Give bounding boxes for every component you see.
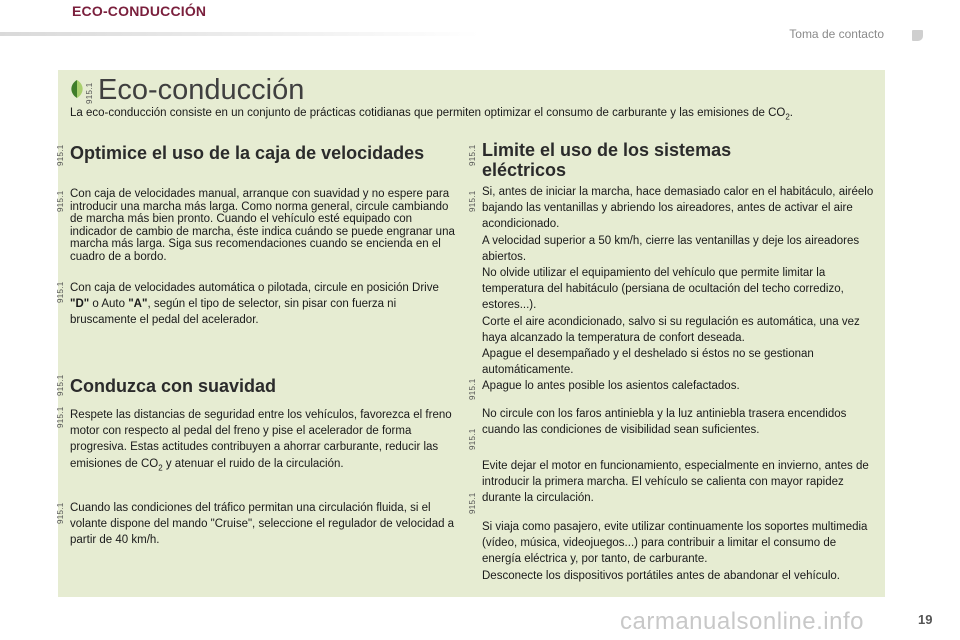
ref-code: 915.1 bbox=[468, 144, 477, 166]
header-rule bbox=[0, 32, 480, 36]
watermark: carmanualsonline.info bbox=[620, 608, 864, 635]
corner-tab bbox=[912, 30, 923, 41]
multimedia-text: Si viaja como pasajero, evite utilizar continuamente los soportes multimedia (vídeo, música, videojuegos...) para contribuir a limitar el consumo de energía eléctrica y, por tanto, de carburante. Desconecte los dispositivos portátiles antes de abandonar el vehículo. bbox=[482, 521, 868, 582]
ref-code: 915.1 bbox=[468, 428, 477, 450]
ref-code: 915.1 bbox=[468, 492, 477, 514]
ref-code: 915.1 bbox=[468, 378, 477, 400]
gearbox-auto-text: Con caja de velocidades automática o pilotada, circule en posición Drive "D" o Auto "A", según el tipo de selector, sin pisar con fuerza ni bruscamente el pedal del acelerador. bbox=[70, 282, 439, 327]
heading-electrical: Limite el uso de los sistemas eléctricos bbox=[482, 140, 732, 180]
smooth-driving-text: Respete las distancias de seguridad entre los vehículos, favorezca el freno motor con respecto al pedal del freno y pise el acelerador de forma progresiva. Estas actitudes contribuyen a ahorrar carburante, reducir las emisiones de $CO_2$ y atenuar el ruido de la circulación. bbox=[70, 409, 452, 472]
ref-code: 915.1 bbox=[56, 406, 65, 428]
section-title: ECO-CONDUCCIÓN bbox=[72, 3, 207, 19]
heading-gearbox: Optimice el uso de la caja de velocidades bbox=[70, 143, 425, 163]
ref-code: 915.1 bbox=[56, 374, 65, 396]
gearbox-manual-text: Con caja de velocidades manual, arranque con suavidad y no espere para introducir una marcha más larga. Como norma general, circule cambiando de marcha más bien pronto. Cuando el vehículo esté equipado con indicador de cambio de marcha, éste indica cuándo se puede engranar una marcha más larga. Siga sus recomendaciones cuando se encienda en el cuadro de a bordo. bbox=[70, 188, 455, 263]
ref-code: 915.1 bbox=[56, 144, 65, 166]
page-title: Eco-conducción bbox=[98, 74, 305, 106]
cruise-control-text: Cuando las condiciones del tráfico permitan una circulación fluida, si el volante dispone del mando "Cruise", seleccione el regulador de velocidad a partir de 40 km/h. bbox=[70, 502, 455, 547]
ref-code: 915.1 bbox=[56, 190, 65, 212]
page-number: 19 bbox=[918, 612, 933, 627]
ref-code: 915.1 bbox=[85, 82, 94, 104]
heading-smooth-driving: Conduzca con suavidad bbox=[70, 376, 277, 396]
engine-idle-text: Evite dejar el motor en funcionamiento, especialmente en invierno, antes de introducir la primera marcha. El vehículo se calienta con mayor rapidez durante la circulación. bbox=[482, 460, 869, 505]
electrical-text: Si, antes de iniciar la marcha, hace demasiado calor en el habitáculo, airéelo bajando las ventanillas y abriendo los aireadores, antes de activar el aire acondicionado. A velocidad superior a 50 km/h, cierre las ventanillas y deje los aireadores abiertos. No olvide utilizar el equipamiento del vehículo que permite limitar la temperatura del habitáculo (persiana de ocultación del techo corredizo, estores...). Corte el aire acondicionado, salvo si su regulación es automática, una vez haya alcanzado la temperatura de confort deseada. Apague el desempañado y el deshelado si éstos no se gestionan automáticamente. Apague lo antes posible los asientos calefactados. bbox=[482, 186, 874, 393]
ref-code: 915.1 bbox=[468, 190, 477, 212]
ref-code: 915.1 bbox=[56, 281, 65, 303]
ref-code: 915.1 bbox=[56, 502, 65, 524]
chapter-title: Toma de contacto bbox=[789, 27, 884, 41]
fog-lights-text: No circule con los faros antiniebla y la luz antiniebla trasera encendidos cuando las condiciones de visibilidad sean suficientes. bbox=[482, 408, 847, 437]
intro-text: La eco-conducción consiste en un conjunto de prácticas cotidianas que permiten optimizar el consumo de carburante y las emisiones de $CO_2$. bbox=[70, 107, 793, 122]
eco-leaf-icon bbox=[68, 79, 86, 99]
